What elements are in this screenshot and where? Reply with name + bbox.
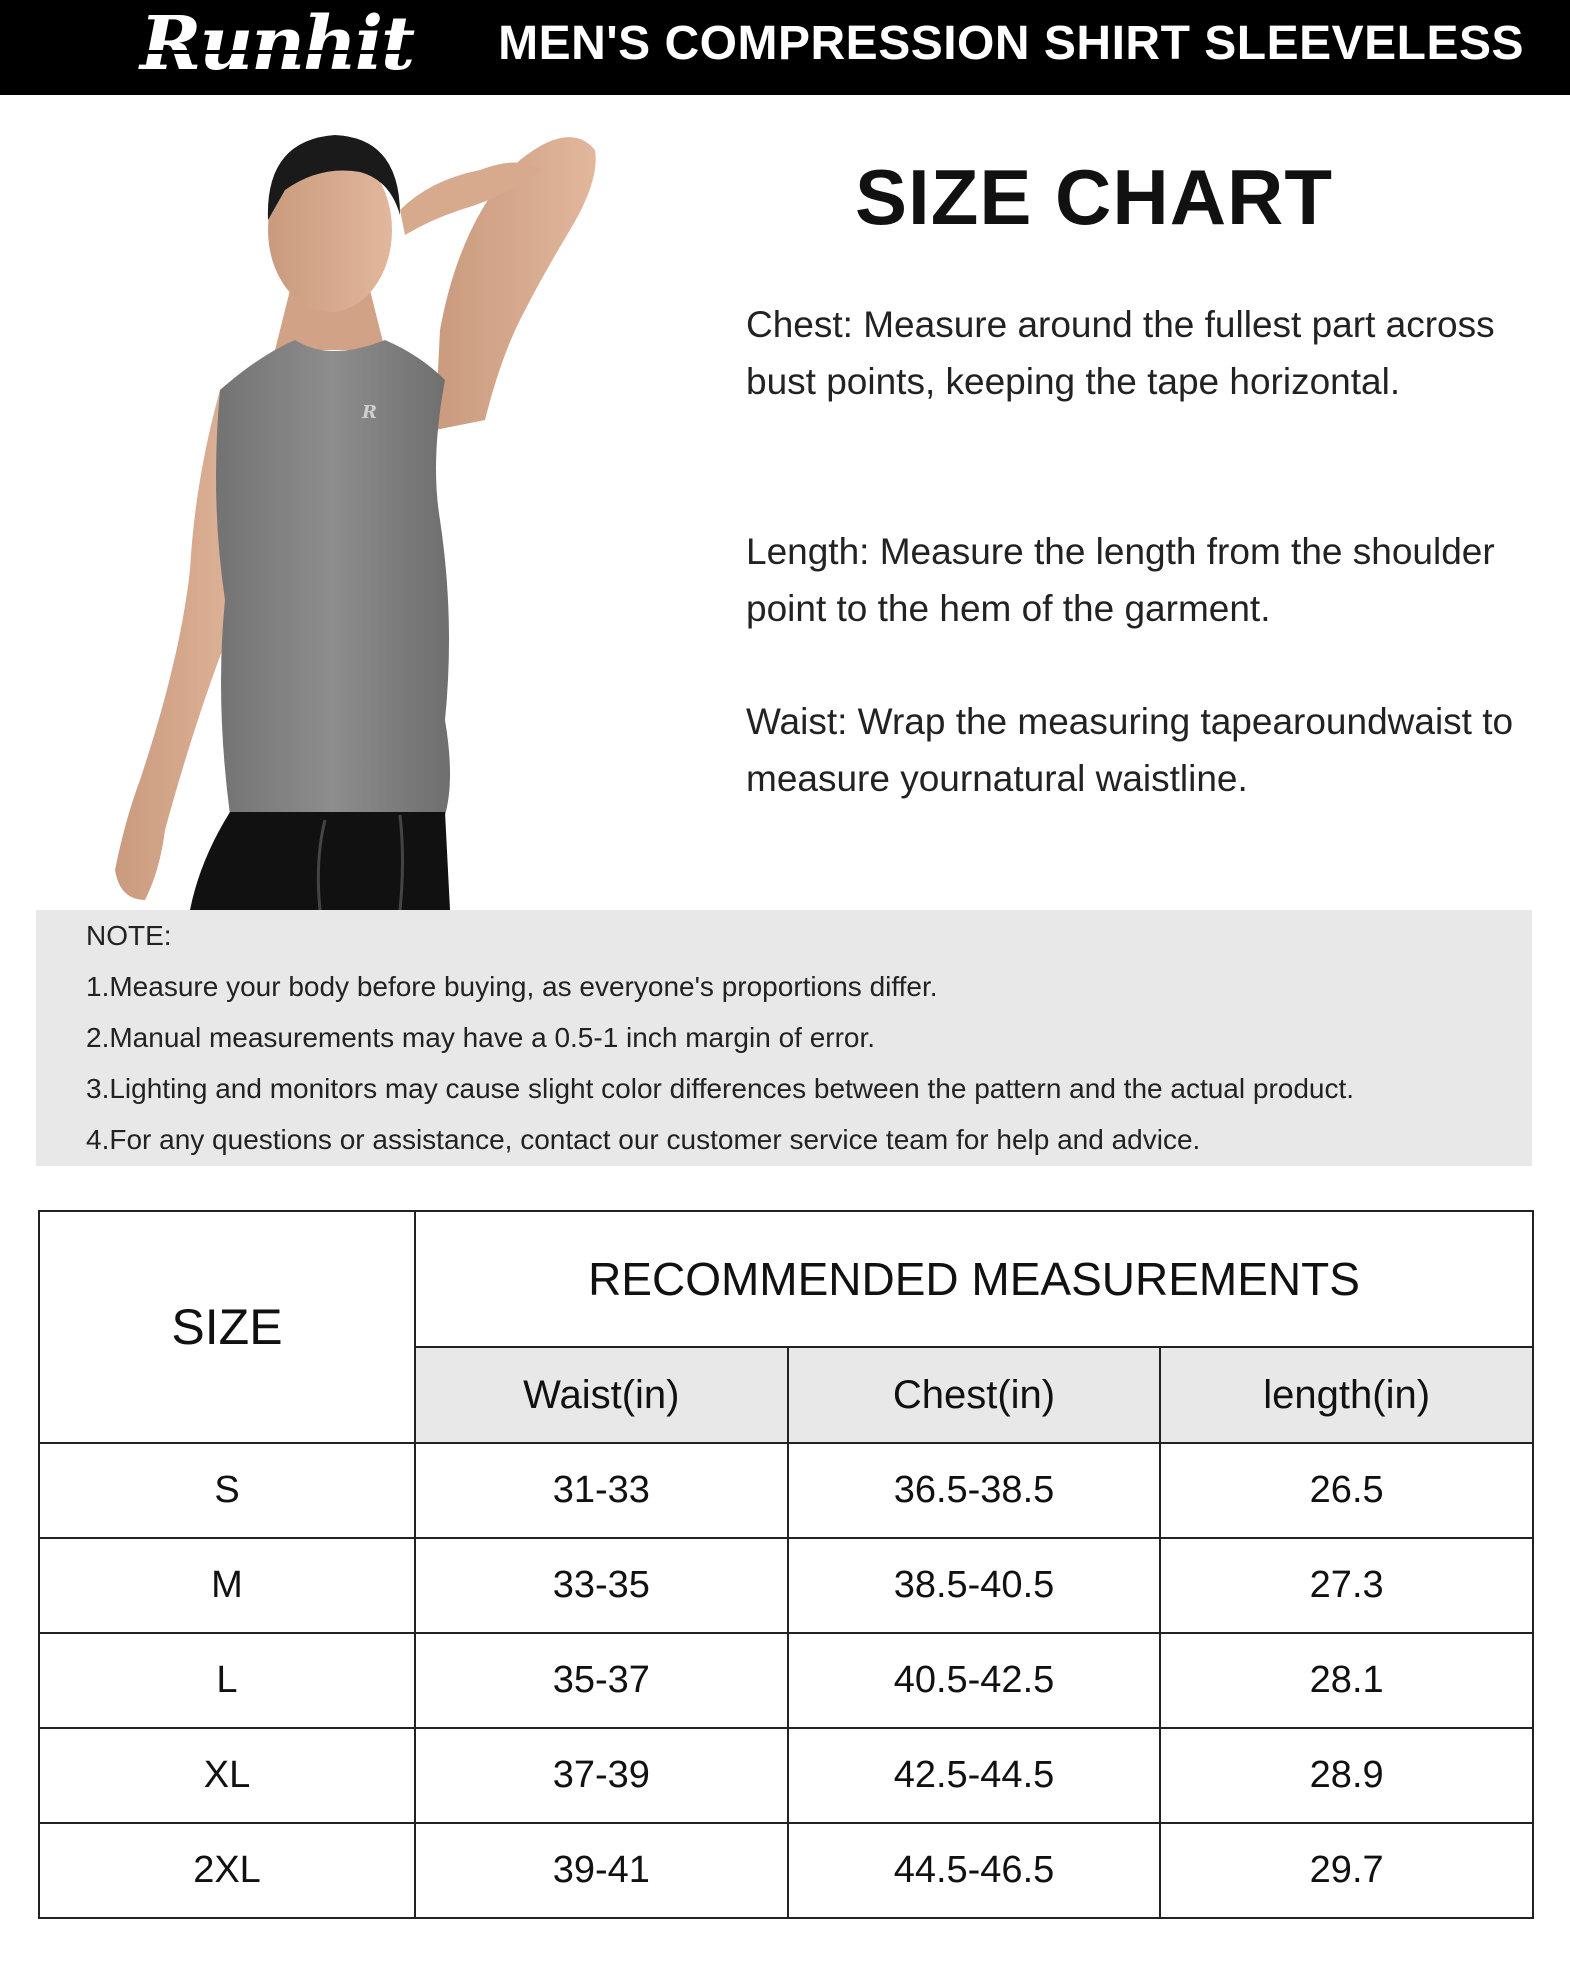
size-cell: 2XL: [39, 1823, 415, 1918]
svg-text:R: R: [362, 402, 377, 423]
size-cell: M: [39, 1538, 415, 1633]
chest-description: Chest: Measure around the fullest part across bust points, keeping the tape horizontal.: [746, 304, 1495, 402]
chest-cell: 42.5-44.5: [788, 1728, 1161, 1823]
table-row: [39, 1538, 1533, 1633]
chest-column-header: Chest(in): [788, 1347, 1161, 1443]
length-cell: 27.3: [1160, 1538, 1533, 1633]
waist-description: Waist: Wrap the measuring tapearoundwaist to measure yournatural waistline.: [746, 701, 1514, 799]
chest-cell: 40.5-42.5: [788, 1633, 1161, 1728]
length-description: Length: Measure the length from the shoulder point to the hem of the garment.: [746, 531, 1495, 629]
table-row: [39, 1443, 1533, 1538]
length-cell: 28.9: [1160, 1728, 1533, 1823]
table-row: [39, 1633, 1533, 1728]
size-cell: L: [39, 1633, 415, 1728]
header-bar: [0, 0, 1570, 95]
length-cell: 26.5: [1160, 1443, 1533, 1538]
note-box: [36, 910, 1532, 1166]
size-cell: S: [39, 1443, 415, 1538]
size-chart-title: SIZE CHART: [855, 153, 1333, 241]
waist-cell: 33-35: [415, 1538, 788, 1633]
waist-cell: 35-37: [415, 1633, 788, 1728]
chest-cell: 38.5-40.5: [788, 1538, 1161, 1633]
note-item: 2.Manual measurements may have a 0.5-1 inch margin of error.: [86, 1022, 876, 1053]
waist-cell: 37-39: [415, 1728, 788, 1823]
logo-speed-line: [138, 50, 408, 54]
product-title: MEN'S COMPRESSION SHIRT SLEEVELESS: [498, 17, 1524, 70]
waist-cell: 31-33: [415, 1443, 788, 1538]
measurements-header: RECOMMENDED MEASUREMENTS: [415, 1211, 1533, 1347]
table-row: [39, 1728, 1533, 1823]
model-photo: [100, 100, 620, 910]
length-cell: 28.1: [1160, 1633, 1533, 1728]
table-row: [39, 1823, 1533, 1918]
note-item: 4.For any questions or assistance, contact our customer service team for help and advice.: [86, 1124, 1201, 1155]
brand-logo: Runhit: [140, 1, 414, 87]
size-header: SIZE: [39, 1211, 415, 1443]
length-cell: 29.7: [1160, 1823, 1533, 1918]
waist-column-header: Waist(in): [415, 1347, 788, 1443]
size-table: [38, 1210, 1534, 1919]
note-item: 1.Measure your body before buying, as everyone's proportions differ.: [86, 971, 938, 1002]
note-item: 3.Lighting and monitors may cause slight color differences between the pattern and the actual product.: [86, 1073, 1355, 1104]
length-column-header: length(in): [1160, 1347, 1533, 1443]
waist-cell: 39-41: [415, 1823, 788, 1918]
chest-cell: 36.5-38.5: [788, 1443, 1161, 1538]
chest-cell: 44.5-46.5: [788, 1823, 1161, 1918]
note-heading: NOTE:: [86, 920, 172, 951]
size-cell: XL: [39, 1728, 415, 1823]
